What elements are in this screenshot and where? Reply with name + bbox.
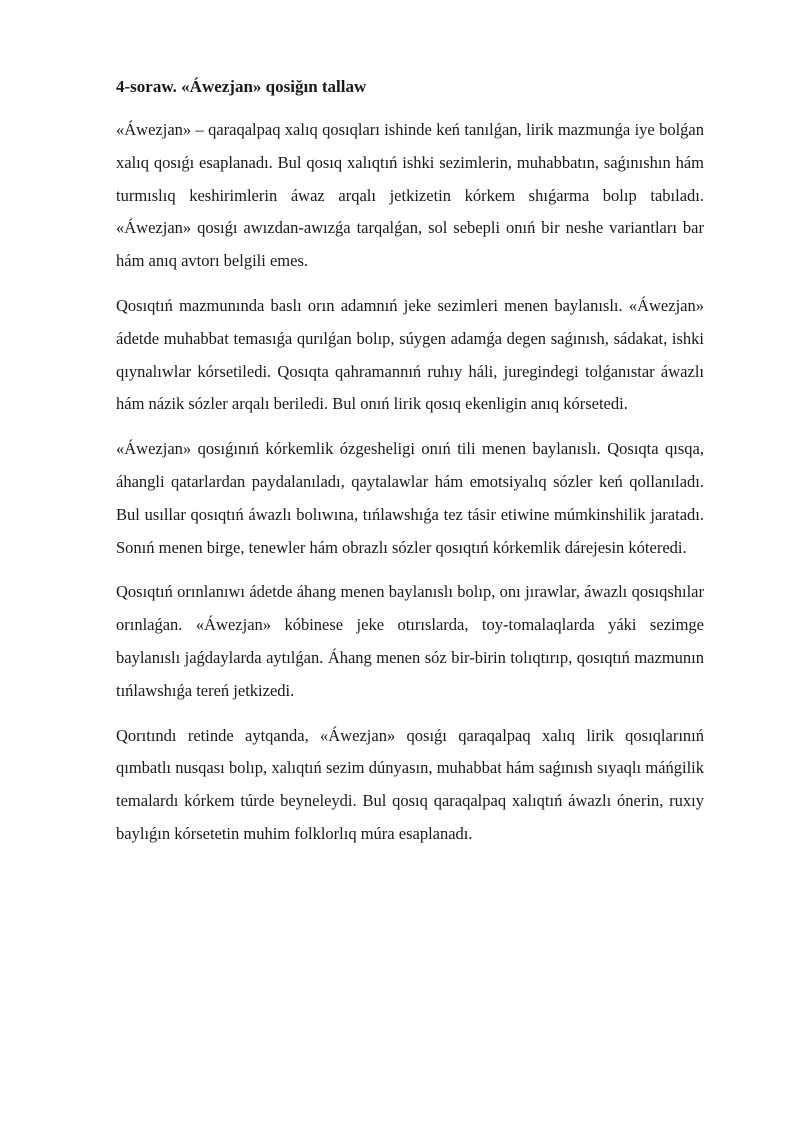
paragraph-intro: «Áwezjan» – qaraqalpaq xalıq qosıqları ishinde keń tanılǵan, lirik mazmunǵa iye bolǵan xalıq qosıǵı esaplanadı. Bul qosıq xalıqtıń ishki sezimlerin, muhabbatın, saǵınıshın hám turmıslıq keshirimlerin áwaz arqalı jetkizetin kórkem shıǵarma bolıp tabıladı. «Áwezjan» qosıǵı awızdan-awızǵa tarqalǵan, sol sebepli onıń bir neshe variantları bar hám anıq avtorı belgili emes. bbox=[116, 120, 704, 271]
document-title: 4-soraw. «Áwezjan» qosiğın tallaw bbox=[116, 77, 367, 96]
paragraph-content: Qosıqtıń mazmunında baslı orın adamnıń jeke sezimleri menen baylanıslı. «Áwezjan» ádetde muhabbat temasıǵa qurılǵan bolıp, súygen adamǵa degen saǵınısh, sádakat, ishki qıynalıwlar kórsetiledi. Qosıqta qahramannıń ruhıy háli, juregindegi tolǵanıstar áwazlı hám názik sózler arqalı beriledi. Bul onıń lirik qosıq ekenligin anıq kórsetedi. bbox=[116, 295, 704, 414]
paragraph-conclusion: Qorıtındı retinde aytqanda, «Áwezjan» qosıǵı qaraqalpaq xalıq lirik qosıqlarınıń qımbatlı nusqası bolıp, xalıqtıń sezim dúnyasın, muhabbat hám saǵınısh sıyaqlı máńgilik temalardı kórkem túrde beyneleydi. Bul qosıq qaraqalpaq xalıqtıń áwazlı ónerin, ruxıy baylıǵın kórsetetin muhim folklorlıq múra esaplanadı. bbox=[116, 725, 704, 843]
paragraph-artistry: «Áwezjan» qosıǵınıń kórkemlik ózgesheligi onıń tili menen baylanıslı. Qosıqta qısqa, áhangli qatarlardan paydalanıladı, qaytalawlar hám emotsiyalıq sózler keń qollanıladı. Bul usıllar qosıqtıń áwazlı bolıwına, tıńlawshıǵa tez tásir etiwine múmkinshilik jaratadı. Sonıń menen birge, tenewler hám obrazlı sózler qosıqtıń kórkemlik dárejesin kóteredi. bbox=[116, 439, 704, 557]
paragraph-performance: Qosıqtıń orınlanıwı ádetde áhang menen baylanıslı bolıp, onı jırawlar, áwazlı qosıqshılar orınlaǵan. «Áwezjan» kóbinese jeke otırıslarda, toy-tomalaqlarda yáki sezimge baylanıslı jaǵdaylarda aytılǵan. Áhang menen sóz bir-birin tolıqtırıp, qosıqtıń mazmunın tıńlawshıǵa tereń jetkizedi. bbox=[116, 582, 704, 700]
document-page bbox=[116, 74, 704, 863]
